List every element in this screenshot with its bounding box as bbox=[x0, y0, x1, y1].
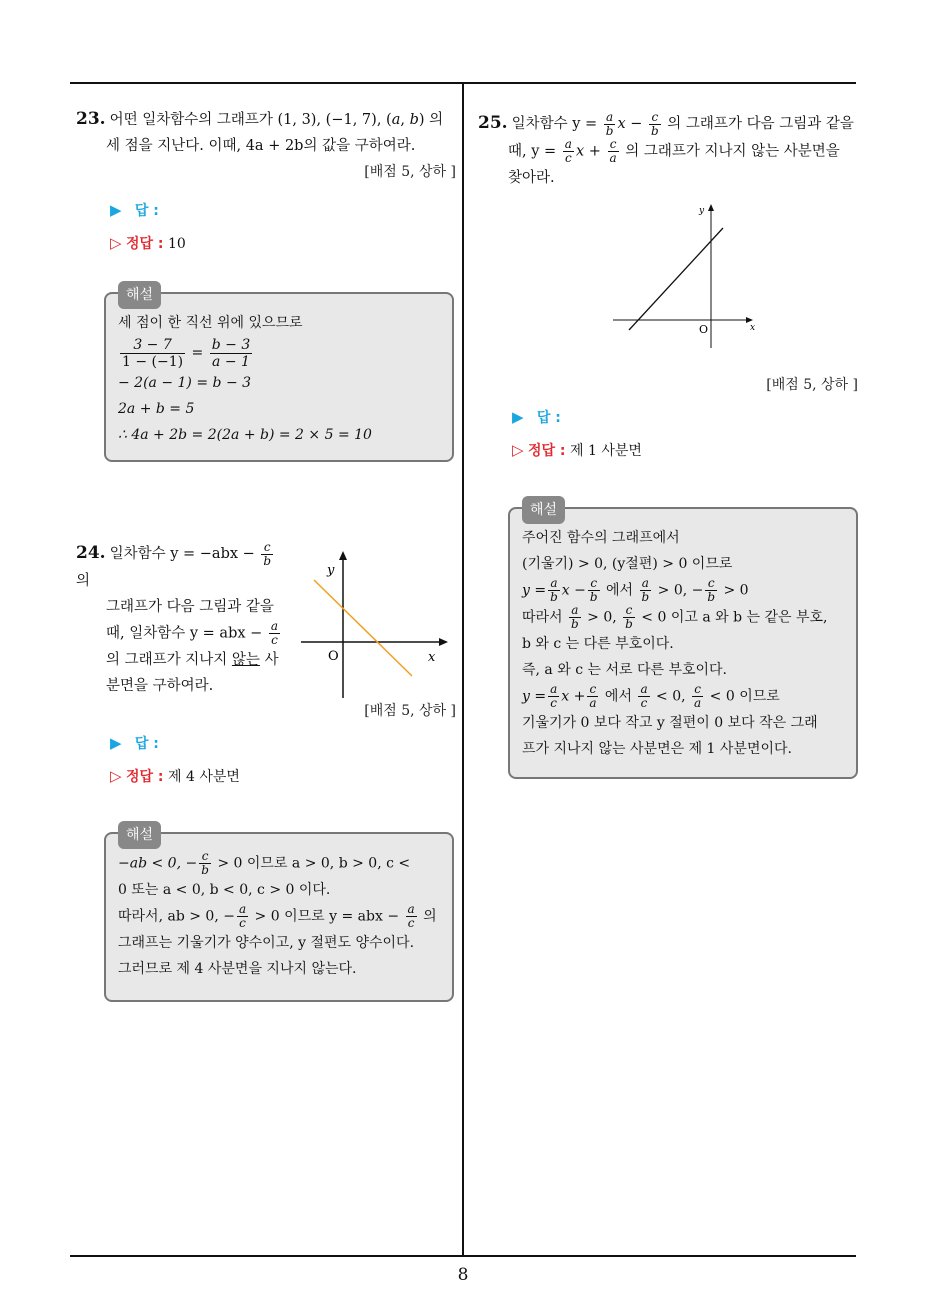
correct-value: 제 4 사분면 bbox=[167, 769, 240, 785]
frac-num: c bbox=[261, 541, 273, 555]
explain-line bbox=[118, 903, 440, 930]
frac-den: a bbox=[589, 696, 597, 710]
frac-den: c bbox=[239, 916, 246, 930]
graph-25 bbox=[605, 198, 765, 353]
explain-line: 기울기가 0 보다 작고 y 절편이 0 보다 작은 그래 bbox=[522, 715, 818, 731]
explain-line: ∴ 4a + 2b = 2(2a + b) = 2 × 5 = 10 bbox=[118, 427, 372, 443]
origin-label: O bbox=[699, 323, 709, 336]
correct-row bbox=[76, 230, 456, 257]
question-text: 때, y = bbox=[508, 143, 557, 159]
explain-text: 의 bbox=[418, 908, 437, 925]
explain-line: 프가 지나지 않는 사분면은 제 1 사분면이다. bbox=[522, 741, 792, 757]
frac-num: 3 − 7 bbox=[120, 337, 185, 354]
explain-text: 에서 bbox=[600, 688, 632, 705]
explain-line: 그래프는 기울기가 양수이고, y 절편도 양수이다. bbox=[118, 935, 415, 951]
question-25-answer bbox=[478, 372, 858, 464]
question-25 bbox=[478, 110, 862, 191]
open-triangle-icon: ▷ bbox=[110, 767, 122, 785]
explain-text: < 0 이고 a 와 b 는 같은 부호, bbox=[636, 609, 828, 626]
explain-text: −ab < 0, − bbox=[118, 855, 198, 872]
x-axis-arrow bbox=[439, 638, 448, 646]
answer-row bbox=[478, 404, 858, 431]
bottom-rule bbox=[70, 1255, 856, 1257]
frac-den: c bbox=[407, 916, 415, 930]
explain-text: > 0 이므로 y = abx − bbox=[250, 908, 400, 925]
question-text: 의 그래프가 지나지 않는 사분면을 bbox=[620, 143, 840, 159]
correct-value: 10 bbox=[167, 236, 186, 252]
frac-num: c bbox=[587, 683, 598, 697]
explanation-tag: 해설 bbox=[118, 821, 161, 849]
var-a: a bbox=[391, 112, 401, 128]
explain-line: (기울기) > 0, (y절편) > 0 이므로 bbox=[522, 556, 733, 572]
question-text: 사 bbox=[259, 651, 279, 668]
explanation-box-23 bbox=[104, 287, 454, 462]
explain-text: y = bbox=[522, 582, 547, 599]
x-label: x bbox=[750, 323, 756, 333]
question-text: 그래프가 다음 그림과 같을 bbox=[106, 598, 274, 615]
question-number: 25. bbox=[478, 113, 508, 133]
frac-den: b bbox=[707, 590, 716, 604]
filled-triangle-icon: ▶ bbox=[110, 201, 122, 219]
explain-text: > 0, − bbox=[653, 582, 704, 599]
frac-num: a bbox=[407, 902, 415, 916]
explain-text: < 0, bbox=[651, 688, 686, 705]
explain-fraction-line: $\frac{3 - 7}{1 - (-1)}$ = $\frac{b - 3}{a - 1}$ bbox=[122, 336, 251, 370]
explain-line: 2a + b = 5 bbox=[118, 401, 195, 417]
explain-text: y = bbox=[522, 688, 547, 705]
frac-num: c bbox=[608, 138, 619, 152]
answer-label: 답 : bbox=[536, 410, 561, 426]
frac-num: c bbox=[705, 577, 717, 591]
underlined-text: 않는 bbox=[231, 651, 260, 668]
frac-den: b bbox=[625, 617, 633, 631]
filled-triangle-icon: ▶ bbox=[110, 734, 122, 752]
y-label: y bbox=[699, 206, 705, 216]
question-text: 찾아라. bbox=[508, 169, 555, 186]
explain-line: − 2(a − 1) = b − 3 bbox=[118, 375, 252, 391]
frac-den: b bbox=[589, 590, 598, 604]
frac-den: b bbox=[571, 617, 579, 631]
y-axis-arrow bbox=[339, 551, 347, 560]
question-number: 23. bbox=[76, 109, 106, 129]
score-meta: [배점 5, 상하 ] bbox=[766, 377, 858, 393]
y-axis-arrow bbox=[708, 204, 714, 211]
explain-text: x + bbox=[561, 688, 586, 705]
page-number: 8 bbox=[457, 1265, 469, 1285]
question-text: 의 bbox=[76, 572, 91, 589]
frac-den: c bbox=[640, 696, 648, 710]
frac-den: a bbox=[609, 150, 617, 165]
score-meta: [배점 5, 상하 ] bbox=[364, 164, 456, 180]
frac-num: a bbox=[640, 577, 652, 591]
explanation-box-24 bbox=[104, 827, 454, 1002]
explain-line: b 와 c 는 다른 부호이다. bbox=[522, 636, 674, 652]
filled-triangle-icon: ▶ bbox=[512, 408, 524, 426]
frac-den: c bbox=[271, 632, 278, 647]
open-triangle-icon: ▷ bbox=[512, 441, 524, 459]
y-label: y bbox=[327, 563, 335, 578]
frac-num: a bbox=[548, 577, 560, 591]
frac-num: c bbox=[623, 604, 635, 618]
correct-label: 정답 : bbox=[528, 443, 566, 459]
question-24 bbox=[76, 540, 286, 699]
frac-den: c bbox=[565, 150, 572, 165]
explain-text: > 0, bbox=[582, 609, 617, 626]
frac-num: c bbox=[199, 850, 211, 864]
correct-label: 정답 : bbox=[126, 236, 164, 252]
question-text-line2: 세 점을 지난다. 이때, 4a + 2b의 값을 구하여라. bbox=[106, 138, 416, 154]
x-label: x bbox=[428, 650, 436, 665]
frac-num: a bbox=[569, 604, 581, 618]
function-line bbox=[629, 228, 723, 330]
explanation-tag: 해설 bbox=[522, 496, 565, 524]
explain-line: 그러므로 제 4 사분면을 지나지 않는다. bbox=[118, 961, 357, 977]
explanation-box-25 bbox=[508, 502, 858, 779]
correct-label: 정답 : bbox=[126, 769, 164, 785]
question-text: 의 그래프가 다음 그림과 같을 bbox=[662, 116, 854, 132]
frac-num: a bbox=[238, 902, 247, 916]
question-23 bbox=[76, 106, 456, 257]
question-text: x − bbox=[617, 116, 643, 132]
frac-den: 1 − (−1) bbox=[122, 353, 184, 370]
explain-text: 따라서, ab > 0, − bbox=[118, 908, 235, 925]
explain-text: 에서 bbox=[601, 582, 634, 599]
explain-line: 0 또는 a < 0, b < 0, c > 0 이다. bbox=[118, 882, 331, 898]
open-triangle-icon: ▷ bbox=[110, 234, 122, 252]
frac-num: b − 3 bbox=[211, 336, 251, 353]
frac-num: a bbox=[640, 682, 648, 696]
frac-num: a bbox=[270, 618, 279, 633]
question-number: 24. bbox=[76, 543, 106, 563]
explain-line: 즉, a 와 c 는 서로 다른 부호이다. bbox=[522, 662, 728, 678]
graph-24 bbox=[296, 548, 456, 703]
question-text: 어떤 일차함수의 그래프가 (1, 3), (−1, 7), ( bbox=[109, 112, 392, 128]
score-meta: [배점 5, 상하 ] bbox=[364, 703, 456, 719]
explain-line bbox=[522, 683, 844, 710]
frac-den: b bbox=[651, 123, 659, 138]
frac-den: b bbox=[201, 863, 209, 877]
frac-den: a − 1 bbox=[212, 353, 250, 370]
answer-label: 답 : bbox=[134, 203, 159, 219]
answer-label: 답 : bbox=[134, 736, 159, 752]
frac-num: a bbox=[564, 136, 572, 151]
question-text-end: ) 의 bbox=[418, 112, 444, 128]
correct-row bbox=[478, 437, 858, 464]
explain-line bbox=[522, 577, 844, 604]
correct-row bbox=[76, 763, 456, 790]
explain-text: > 0 이므로 a > 0, b > 0, c < bbox=[212, 855, 411, 872]
explain-text: < 0 이므로 bbox=[705, 688, 780, 705]
origin-label: O bbox=[328, 649, 339, 664]
question-text: 분면을 구하여라. bbox=[106, 677, 214, 694]
answer-row bbox=[76, 730, 456, 757]
frac-den: b bbox=[605, 123, 614, 138]
frac-num: c bbox=[692, 683, 703, 697]
column-divider bbox=[462, 82, 464, 1257]
frac-num: c bbox=[588, 577, 600, 591]
frac-num: a bbox=[550, 682, 558, 696]
explain-text: > 0 bbox=[719, 582, 749, 599]
explain-line: 세 점이 한 직선 위에 있으므로 bbox=[118, 315, 303, 331]
explain-line: 주어진 함수의 그래프에서 bbox=[522, 530, 680, 546]
frac-num: c bbox=[649, 111, 661, 125]
frac-den: c bbox=[550, 696, 558, 710]
explain-line bbox=[522, 604, 844, 631]
question-text: 때, 일차함수 y = abx − bbox=[106, 625, 263, 641]
var-b: b bbox=[409, 112, 419, 128]
comma: , bbox=[400, 112, 410, 128]
correct-value: 제 1 사분면 bbox=[569, 443, 642, 459]
question-text: 의 그래프가 지나지 bbox=[106, 651, 232, 668]
answer-row bbox=[76, 197, 456, 224]
frac-den: b bbox=[263, 553, 272, 568]
question-24-answer bbox=[76, 698, 456, 790]
explain-text: x − bbox=[561, 582, 586, 599]
explain-text: 따라서 bbox=[522, 609, 563, 626]
explanation-tag: 해설 bbox=[118, 281, 161, 309]
frac-num: a bbox=[604, 111, 616, 125]
frac-den: b bbox=[641, 590, 650, 604]
frac-den: a bbox=[694, 696, 702, 710]
question-text: 일차함수 y = −abx − bbox=[109, 546, 255, 562]
question-text: x + bbox=[575, 143, 601, 159]
explain-line bbox=[118, 850, 440, 877]
question-text: 일차함수 y = bbox=[511, 116, 598, 132]
frac-den: b bbox=[550, 590, 558, 604]
